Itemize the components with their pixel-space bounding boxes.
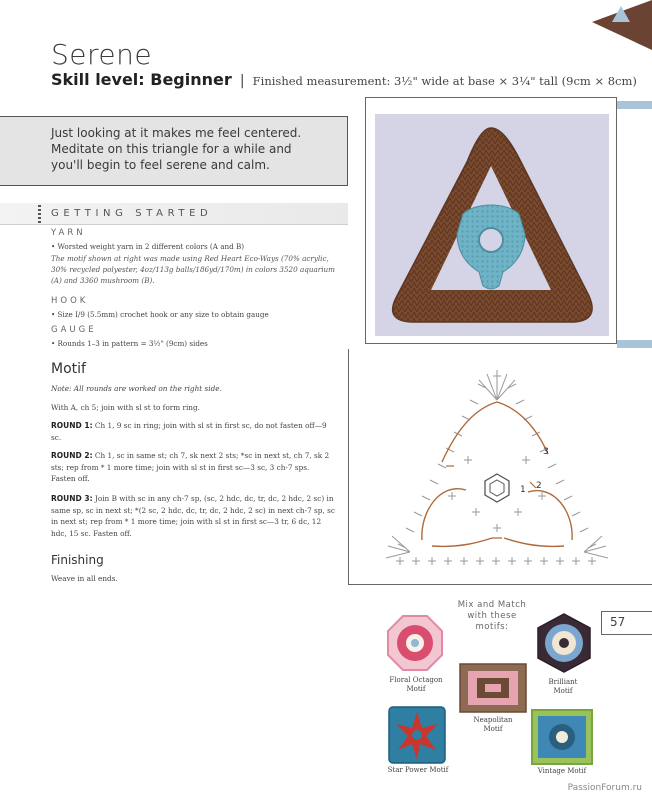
page-number: 57 xyxy=(610,615,626,629)
brilliant-label-2: Motif xyxy=(553,687,573,695)
floral-octagon-label xyxy=(380,676,452,694)
mix-and-match-title xyxy=(447,600,537,633)
round-3-text: Join B with sc in any ch-7 sp, (sc, 2 hdc, dc, tr, dc, 2 hdc, 2 sc) in same sp, sc in next st; *(2 sc, 2 hdc, dc, tr, dc, 2 hdc, 2 sc) in next ch-7 sp, sc in next st; rep from * 1 more time; join with sl st in first sc—3 tr, 6 dc, 12 hdc, 15 sc. Fasten off. xyxy=(51,494,335,538)
page-title: Serene xyxy=(51,38,153,71)
hook-item: • Size I/9 (5.5mm) crochet hook or any size to obtain gauge xyxy=(51,310,269,319)
yarn-note: The motif shown at right was made using Red Heart Eco-Ways (70% acrylic, 30% recycled polyester, 4oz/113g balls/186yd/170m) in colors 3520 aquarium (A) and 3360 mushroom (B). xyxy=(51,254,335,285)
floral-octagon-label-1: Floral Octagon xyxy=(389,676,443,684)
neapolitan-motif-image xyxy=(459,663,527,713)
brilliant-label-1: Brilliant xyxy=(548,678,578,686)
neapolitan-label-1: Neapolitan xyxy=(473,716,513,724)
brilliant-label xyxy=(528,678,598,696)
getting-started-marker xyxy=(38,205,41,223)
watermark: PassionForum.ru xyxy=(567,783,642,793)
floral-octagon-motif-image xyxy=(386,614,444,672)
yarn-item: • Worsted weight yarn in 2 different colors (A and B) xyxy=(51,242,245,251)
vintage-label xyxy=(526,767,598,776)
round-1-label: ROUND 1: xyxy=(51,421,93,430)
finishing-text: Weave in all ends. xyxy=(51,574,118,583)
center-ring-inner xyxy=(490,480,504,496)
blue-accent-bar-mid xyxy=(617,340,652,348)
mix-and-match-line-1: Mix and Match xyxy=(457,600,527,610)
motif-title: Motif xyxy=(51,361,86,377)
round-label-3: 3 xyxy=(543,447,549,457)
yarn-heading: YARN xyxy=(51,228,86,238)
mix-and-match-line-2: with these xyxy=(467,611,517,621)
neapolitan-label xyxy=(458,716,528,734)
skill-level: Skill level: Beginner xyxy=(51,70,232,89)
subtitle-line xyxy=(51,70,637,89)
round-2-label: ROUND 2: xyxy=(51,451,93,460)
round-1 xyxy=(51,420,336,443)
motif-start: With A, ch 5; join with sl st to form ring. xyxy=(51,403,201,412)
intro-text: Just looking at it makes me feel centered. Meditate on this triangle for a while and you'll begin to feel serene and calm. xyxy=(51,126,302,172)
vintage-label-1: Vintage Motif xyxy=(537,767,587,775)
round-3-label: ROUND 3: xyxy=(51,494,93,503)
motif-note: Note: All rounds are worked on the right side. xyxy=(51,384,222,393)
center-ring xyxy=(485,474,509,502)
star-power-motif-image xyxy=(388,706,446,764)
finished-measurement: Finished measurement: 3½" wide at base × 3¼" tall (9cm × 8cm) xyxy=(252,74,637,88)
star-power-label-1: Star Power Motif xyxy=(387,766,449,774)
floral-octagon-label-2: Motif xyxy=(406,685,426,693)
outer-stitches xyxy=(386,370,608,565)
motif-photo xyxy=(375,114,609,336)
getting-started-title: GETTING STARTED xyxy=(51,208,213,219)
round-label-1: 1 xyxy=(520,485,526,495)
crochet-triangle-illustration xyxy=(375,114,609,336)
corner-triangle-decoration xyxy=(592,0,652,50)
gauge-item: • Rounds 1–3 in pattern = 3½" (9cm) sides xyxy=(51,339,208,348)
neapolitan-label-2: Motif xyxy=(483,725,503,733)
page-number-box xyxy=(601,611,652,635)
hook-heading: HOOK xyxy=(51,296,89,306)
round-2-text: Ch 1, sc in same st; ch 7, sk next 2 sts; *sc in next st, ch 7, sk 2 sts; rep from * 1 more time; join with sl st in first sc—3 sc, 3 ch-7 sps. Fasten off. xyxy=(51,451,330,483)
finishing-title: Finishing xyxy=(51,553,104,567)
subtitle-separator: | xyxy=(239,73,245,89)
star-power-label xyxy=(378,766,458,775)
round-3 xyxy=(51,493,336,539)
vintage-motif-image xyxy=(530,708,594,766)
mix-and-match-line-3: motifs: xyxy=(475,622,509,632)
crochet-chart-diagram xyxy=(380,362,615,578)
gauge-heading: GAUGE xyxy=(51,325,97,335)
round-label-2: 2 xyxy=(536,481,542,491)
brilliant-motif-image xyxy=(533,612,595,674)
round-1-text: Ch 1, 9 sc in ring; join with sl st in first sc, do not fasten off—9 sc. xyxy=(51,421,327,442)
inner-stitches xyxy=(448,456,546,532)
round-2 xyxy=(51,450,336,485)
